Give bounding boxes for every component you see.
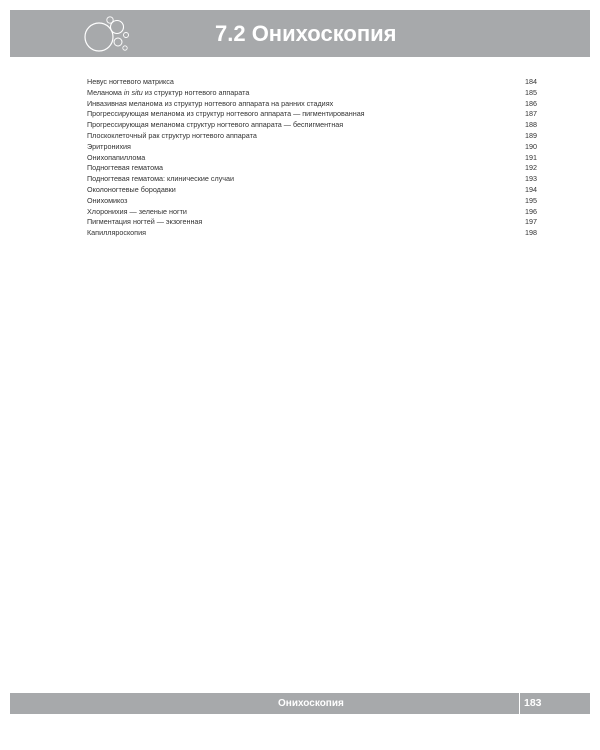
toc-entry[interactable] xyxy=(87,99,537,110)
toc-entry-title: Подногтевая гематома xyxy=(87,163,164,173)
toc-entry-title: Инвазивная меланома из структур ногтевого аппарата на ранних стадиях xyxy=(87,98,334,108)
toc-entry-page: 193 xyxy=(525,174,537,184)
toc-entry-title: Невус ногтевого матрикса xyxy=(87,77,174,86)
toc-entry[interactable] xyxy=(87,131,537,142)
toc-entry[interactable] xyxy=(87,88,537,99)
toc-entry[interactable] xyxy=(87,207,537,218)
toc-entry-title: Капилляроскопия xyxy=(87,228,146,238)
toc-entry[interactable] xyxy=(87,196,537,207)
toc-entry-title: Хлоронихия — зеленые ногти xyxy=(87,206,187,216)
toc-entry-page: 184 xyxy=(525,77,537,86)
toc-entry[interactable] xyxy=(87,217,537,228)
toc-entry[interactable] xyxy=(87,228,537,239)
running-title: Онихоскопия xyxy=(278,698,344,709)
toc-entry-page: 188 xyxy=(525,120,537,130)
table-of-contents xyxy=(87,77,537,239)
toc-entry-page: 187 xyxy=(525,109,537,119)
toc-entry[interactable] xyxy=(87,174,537,185)
bubbles-logo-icon xyxy=(75,13,135,55)
toc-entry-title: Эритронихия xyxy=(87,141,131,151)
toc-entry-page: 192 xyxy=(525,163,537,173)
toc-entry-title: Прогрессирующая меланома структур ногтевого аппарата — беспигментная xyxy=(87,120,344,130)
toc-entry[interactable] xyxy=(87,153,537,164)
toc-entry-page: 190 xyxy=(525,141,537,151)
toc-entry-title: Плоскоклеточный рак структур ногтевого аппарата xyxy=(87,130,257,140)
toc-entry[interactable] xyxy=(87,120,537,131)
toc-entry-page: 191 xyxy=(525,152,537,162)
footer-band xyxy=(10,693,590,714)
toc-entry-page: 186 xyxy=(525,98,537,108)
toc-entry-page: 198 xyxy=(525,228,537,238)
toc-entry-title: Меланома in situ из структур ногтевого аппарата xyxy=(87,87,250,97)
toc-entry-title: Онихомикоз xyxy=(87,195,128,205)
toc-entry-title: Прогрессирующая меланома из структур ногтевого аппарата — пигментированная xyxy=(87,109,365,119)
chapter-header-band xyxy=(10,10,590,57)
toc-entry-page: 196 xyxy=(525,206,537,216)
toc-entry-page: 185 xyxy=(525,87,537,97)
toc-entry-page: 194 xyxy=(525,184,537,194)
toc-entry[interactable] xyxy=(87,77,537,88)
toc-entry-title: Пигментация ногтей — экзогенная xyxy=(87,217,203,227)
toc-entry[interactable] xyxy=(87,185,537,196)
toc-entry-page: 189 xyxy=(525,130,537,140)
toc-entry[interactable] xyxy=(87,142,537,153)
toc-entry-title: Подногтевая гематома: клинические случаи xyxy=(87,174,235,184)
footer-divider xyxy=(519,693,520,714)
toc-entry[interactable] xyxy=(87,163,537,174)
toc-entry[interactable] xyxy=(87,109,537,120)
toc-entry-title: Околоногтевые бородавки xyxy=(87,184,176,194)
toc-entry-page: 195 xyxy=(525,195,537,205)
page-number: 183 xyxy=(524,697,542,709)
chapter-title: 7.2 Онихоскопия xyxy=(215,21,397,46)
toc-entry-page: 197 xyxy=(525,217,537,227)
toc-entry-title: Онихопапиллома xyxy=(87,152,146,162)
italic-term: in situ xyxy=(123,87,143,97)
